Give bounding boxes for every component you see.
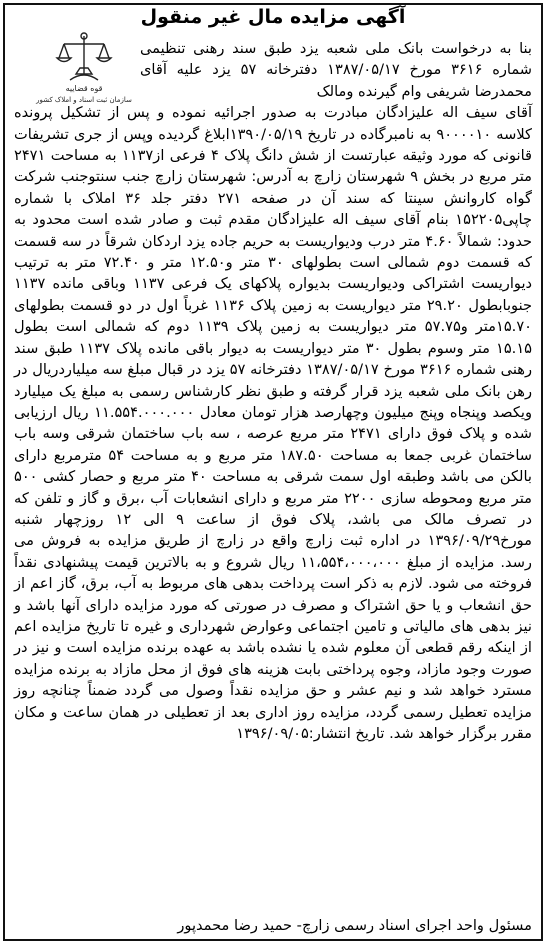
notice-text: آقای سیف اله علیزادگان مبادرت به صدور اجرائیه نموده و پس از تشکیل پرونده کلاسه ۹۰۰۰۰۱۰ به نامبرگاده در تاریخ ۱۳۹۰/۰۵/۱۹ابلاغ گردیده وپس از جری تشریفات قانونی که مورد وثیقه عبارتست از شش دانگ پلاک ۴ فرعی از۱۱۳۷ به مساحت ۲۴۷۱ متر مربع در بخش ۹ شهرستان زارچ به آدرس: شهرستان زارچ جنب سنتوجنب شرکت گواه کاروانش سینتا که سند آن در صفحه ۲۷۱ دفتر جلد ۳۶ املاک با شماره چاپی۱۵۲۲۰۵ بنام آقای سیف اله علیزادگان مقدم ثبت و صادر شده است محدود به حدود: شمالاً ۴.۶۰ متر درب ودیواریست به حریم جاده یزد اردکان شرقاً در سه قسمت که قسمت دوم شمالی است بطولهای ۳۰ متر و۱۲.۵۰ متر و ۷۲.۴۰ متر به ترتیب دیواریست اشتراکی ودیواریست بدیواره پلاکهای یک فرعی ۱۱۳۷ وباقی مانده ۱۱۳۷ جنوبابطول ۲۹.۲۰ متر دیواریست به زمین پلاک ۱۱۳۶ غرباً اول در دو قسمت بطولهای ۱۵.۷۰متر و۵۷.۷۵ متر دیواریست به زمین پلاک ۱۱۳۹ دوم که شمالی است بطول ۱۵.۱۵ متر وسوم بطول ۳۰ متر دیواریست به دیوار باقی مانده پلاک ۱۱۳۷ طبق سند رهنی شماره ۳۶۱۶ مورخ ۱۳۸۷/۰۵/۱۷ دفترخانه ۵۷ یزد در قبال مبلغ سه میلیاردریال در رهن بانک ملی شعبه یزد قرار گرفته و طبق نظر کارشناس رسمی به مبلغ یک میلیارد ویکصد وپنجاه وپنج میلیون وچهارصد هزار تومان معادل ۱۱.۵۵۴.۰۰۰.۰۰۰ ریال ارزیابی شده و پلاک فوق دارای ۲۴۷۱ متر مربع عرصه ، سه باب ساختمان شرقی وسه باب ساختمان غربی جمعا به مساحت ۱۸۷.۵۰ متر مربع و به مساحت ۵۴ مترمربع دارای بالکن می باشد وطبقه اول سمت شرقی به مساحت ۴۰ متر مربع و حصار کشی ۵۰۰ متر مربع ومحوطه سازی ۲۲۰۰ متر مربع و دارای انشعابات آب ،برق و گاز و تلفن که در تصرف مالک می باشد، پلاک فوق از ساعت ۹ الی ۱۲ روزچهار شنبه مورخ۱۳۹۶/۰۹/۲۹ در اداره ثبت زارچ واقع در زارچ از طریق مزایده به فروش می رسد. مزایده از مبلغ ۱۱،۵۵۴،۰۰۰،۰۰۰ ریال شروع و به بالاترین قیمت پیشنهادی نقداً فروخته می شود. لازم به ذکر است پرداخت بدهی های مربوط به آب، برق، گاز اعم از حق انشعاب و یا حق اشتراک و مصرف در صورتی که مورد مزایده دارای آنها باشد و نیز بدهی های مالیاتی و تامین اجتماعی وعوارض شهرداری و غیره تا تاریخ مزایده اعم از اینکه رقم قطعی آن معلوم شده یا نشده باشد به عهده برنده مزایده است و نیز در صورت وجود مازاد، وجوه پرداختی بابت هزینه های فوق از محل مازاد به برنده مزایده مسترد خواهد شد و نیم عشر و حق مزایده نقداً وصول می گردد ضمناً چنانچه روز مزایده تعطیل رسمی گردد، مزایده روز اداری بعد از تعطیلی در همان ساعت و مکان مقرر برگزار خواهد شد. تاریخ انتشار:۱۳۹۶/۰۹/۰۵ [14,104,533,742]
notice-body [14,38,532,744]
notice-title: آگهی مزایده مال غیر منقول [140,6,406,28]
notice-intro: بنا به درخواست بانک ملی شعبه یزد طبق سند رهنی تنظیمی شماره ۳۶۱۶ مورخ ۱۳۸۷/۰۵/۱۷ دفترخانه ۵۷ یزد علیه آقای محمدرضا شریفی وام گیرنده ومالک [140,40,532,100]
notice-signature: مسئول واحد اجرای اسناد رسمی زارچ- حمید رضا محمدپور [177,917,532,934]
logo-org-name: قوه قضاییه [65,84,103,93]
logo-dept-name: سازمان ثبت اسناد و املاک کشور [36,96,132,104]
